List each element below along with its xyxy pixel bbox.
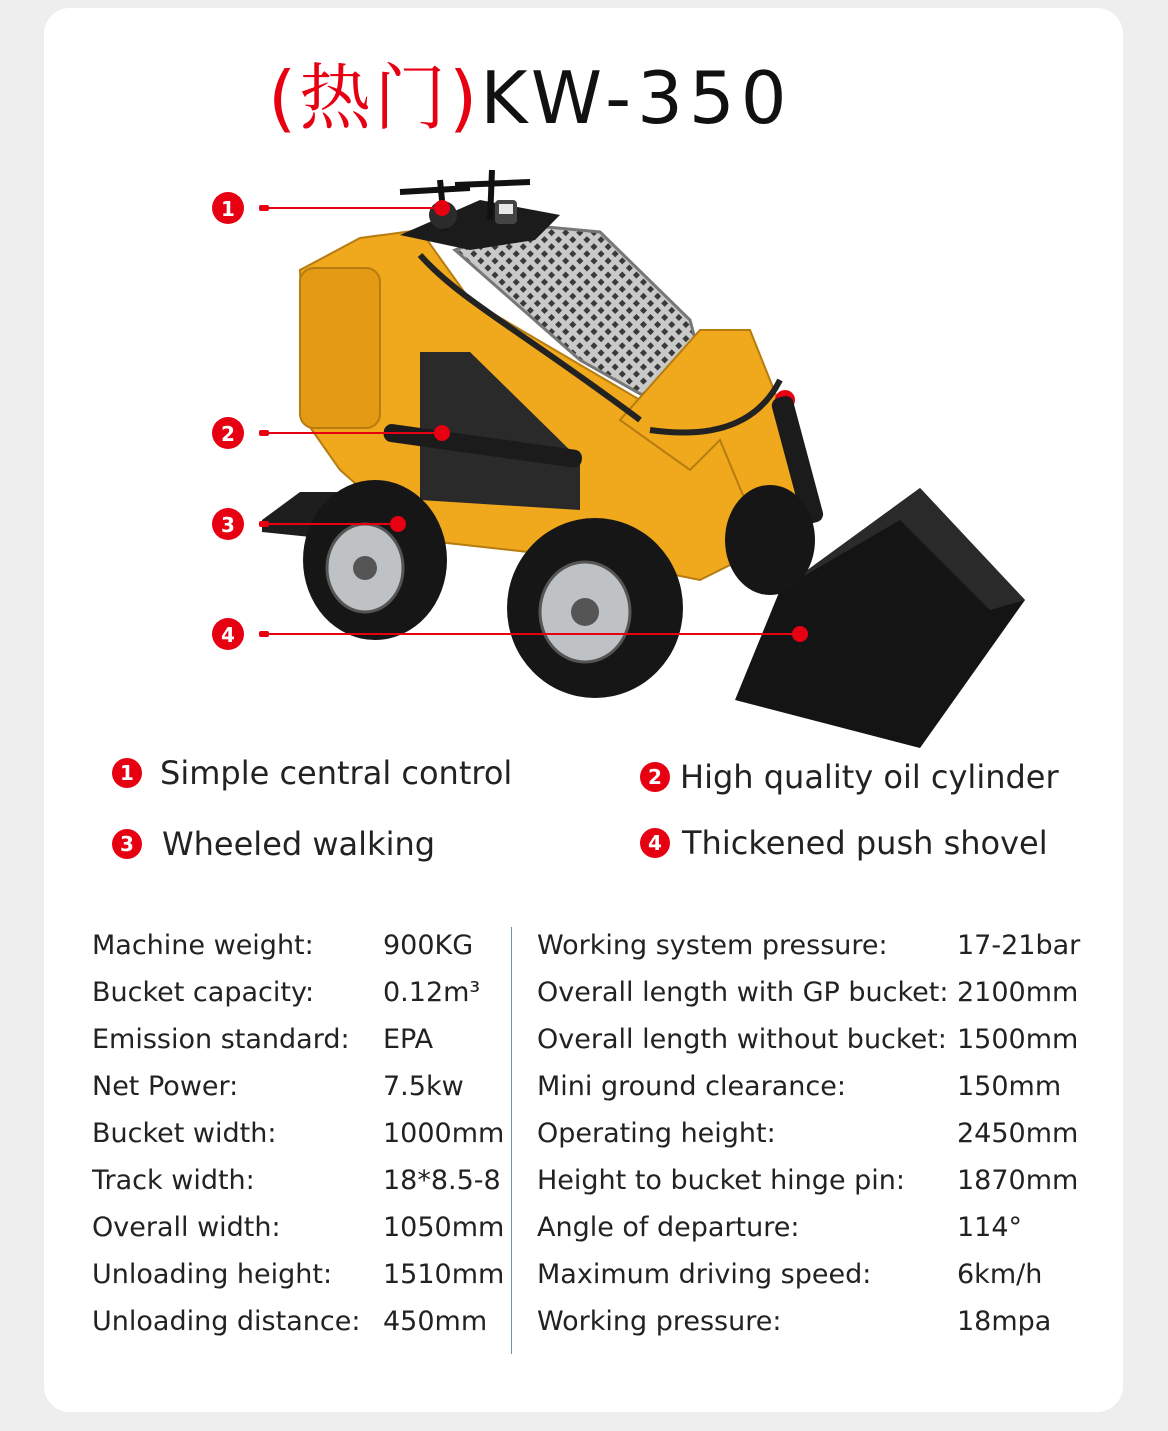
title-prefix: (热门): [268, 56, 481, 140]
spec-value: 18*8.5-8: [383, 1165, 501, 1196]
spec-label: Net Power:: [92, 1071, 239, 1102]
feature-label: Wheeled walking: [162, 825, 436, 863]
feature-label: Thickened push shovel: [682, 824, 1048, 862]
feature-item-3: [112, 825, 435, 863]
spec-value: 1050mm: [383, 1212, 505, 1243]
rear-left-wheel: [303, 480, 447, 640]
spec-label: Overall width:: [92, 1212, 281, 1243]
spec-value: 900KG: [383, 930, 474, 961]
feature-number-badge: 1: [112, 758, 142, 788]
spec-label: Working pressure:: [537, 1306, 782, 1337]
spec-value: 450mm: [383, 1306, 488, 1337]
spec-label: Overall length with GP bucket:: [537, 977, 949, 1008]
spec-value: 114°: [957, 1212, 1023, 1243]
spec-label: Emission standard:: [92, 1024, 350, 1055]
spec-value: 0.12m³: [383, 977, 481, 1008]
feature-number-badge: 2: [640, 762, 670, 792]
feature-number-badge: 4: [640, 828, 670, 858]
callout-2: 2: [221, 422, 235, 446]
callout-dot-1: [434, 200, 450, 216]
callout-dot-3: [390, 516, 406, 532]
spec-label: Working system pressure:: [537, 930, 888, 961]
column-divider: [511, 927, 512, 1354]
spec-label: Mini ground clearance:: [537, 1071, 846, 1102]
spec-value: 18mpa: [957, 1306, 1052, 1337]
spec-value: 1870mm: [957, 1165, 1079, 1196]
spec-value: 2450mm: [957, 1118, 1079, 1149]
spec-label: Track width:: [92, 1165, 255, 1196]
spec-value: 1510mm: [383, 1259, 505, 1290]
spec-value: 17-21bar: [957, 930, 1081, 961]
callout-dot-2: [434, 425, 450, 441]
callout-4: 4: [221, 623, 235, 647]
feature-number-badge: 3: [112, 829, 142, 859]
rear-right-wheel: [725, 485, 815, 595]
front-wheel: [507, 518, 683, 698]
feature-label: Simple central control: [160, 754, 513, 792]
spec-value: 7.5kw: [383, 1071, 464, 1102]
spec-label: Unloading distance:: [92, 1306, 361, 1337]
spec-label: Overall length without bucket:: [537, 1024, 947, 1055]
spec-value: 1500mm: [957, 1024, 1079, 1055]
spec-label: Maximum driving speed:: [537, 1259, 872, 1290]
spec-value: EPA: [383, 1024, 434, 1055]
spec-label: Height to bucket hinge pin:: [537, 1165, 905, 1196]
callout-1: 1: [221, 197, 235, 221]
callout-dot-4: [792, 626, 808, 642]
callout-badges: [212, 192, 244, 650]
callout-3: 3: [221, 513, 235, 537]
spec-value: 1000mm: [383, 1118, 505, 1149]
feature-label: High quality oil cylinder: [680, 758, 1059, 796]
spec-value: 150mm: [957, 1071, 1062, 1102]
feature-item-2: [640, 758, 1059, 796]
title-model: KW-350: [480, 56, 793, 140]
feature-item-4: [640, 824, 1048, 862]
feature-item-1: [112, 754, 512, 792]
spec-label: Angle of departure:: [537, 1212, 800, 1243]
spec-value: 2100mm: [957, 977, 1079, 1008]
spec-label: Bucket width:: [92, 1118, 277, 1149]
spec-label: Bucket capacity:: [92, 977, 315, 1008]
spec-label: Machine weight:: [92, 930, 314, 961]
spec-value: 6km/h: [957, 1259, 1043, 1290]
spec-label: Operating height:: [537, 1118, 776, 1149]
spec-label: Unloading height:: [92, 1259, 333, 1290]
